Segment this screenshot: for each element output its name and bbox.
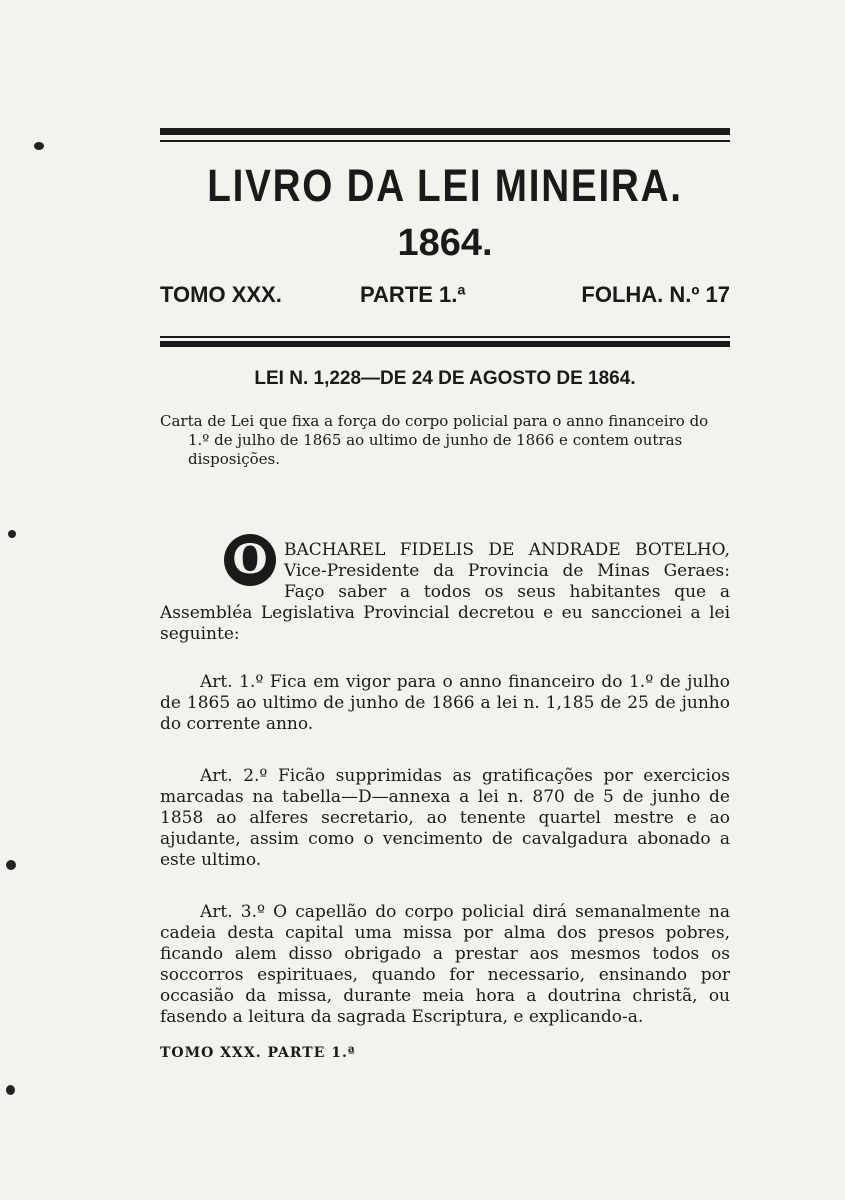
law-summary-text: Carta de Lei que fixa a força do corpo policial para o anno financeiro do 1.º de julho de 1865 ao ultimo de junho de 1866 e contem outras disposições. (160, 412, 709, 468)
masthead-year: 1864. (397, 222, 493, 264)
ink-speck (6, 1085, 15, 1095)
ink-speck (8, 530, 16, 538)
mid-rule-thin (160, 336, 730, 338)
law-summary (160, 412, 730, 469)
article-text: Art. 2.º Ficão supprimidas as gratificações por exercicios marcadas na tabella—D—annexa a lei n. 870 de 5 de junho de 1858 ao alferes secretario, ao tenente quartel mestre e ao ajudante, assim como o vencimento de cavalgadura abonado a este ultimo. (160, 766, 730, 870)
preamble-text: BACHAREL FIDELIS DE ANDRADE BOTELHO, Vice-Presidente da Provincia de Minas Geraes: Faço saber a todos os seus habitantes que a Assembléa Legislativa Provincial decretou e eu sanccionei a lei seguinte: (160, 540, 730, 644)
preamble (160, 536, 730, 645)
page-footer: TOMO XXX. PARTE 1.ª (160, 1045, 356, 1061)
top-rule-thin (160, 140, 730, 142)
article-text: Art. 3.º O capellão do corpo policial dirá semanalmente na cadeia desta capital uma missa por alma dos presos pobres, ficando alem disso obrigado a prestar aos mesmos todos os soccorros espirituaes, quando for necessario, ensinando por occasião da missa, durante meia hora a doutrina christã, ou fasendo a leitura da sagrada Escriptura, e explicando-a. (160, 902, 730, 1027)
masthead-title: LIVRO DA LEI MINEIRA. (207, 160, 683, 211)
law-heading: LEI N. 1,228—DE 24 DE AGOSTO DE 1864. (254, 368, 636, 389)
ink-speck (6, 860, 16, 870)
parte-label: PARTE 1.ª (360, 282, 466, 307)
article-1 (160, 672, 730, 735)
article-text: Art. 1.º Fica em vigor para o anno financeiro do 1.º de julho de 1865 ao ultimo de junho de 1866 a lei n. 1,185 de 25 de junho do corrente anno. (160, 672, 730, 734)
drop-cap-initial: O (224, 534, 276, 586)
article-3 (160, 902, 730, 1028)
folha-label: FOLHA. N.º 17 (581, 282, 730, 307)
mid-rule-thick (160, 341, 730, 347)
ink-speck (34, 142, 44, 150)
top-rule-thick (160, 128, 730, 135)
article-2 (160, 766, 730, 871)
tomo-label: TOMO XXX. (160, 282, 282, 307)
